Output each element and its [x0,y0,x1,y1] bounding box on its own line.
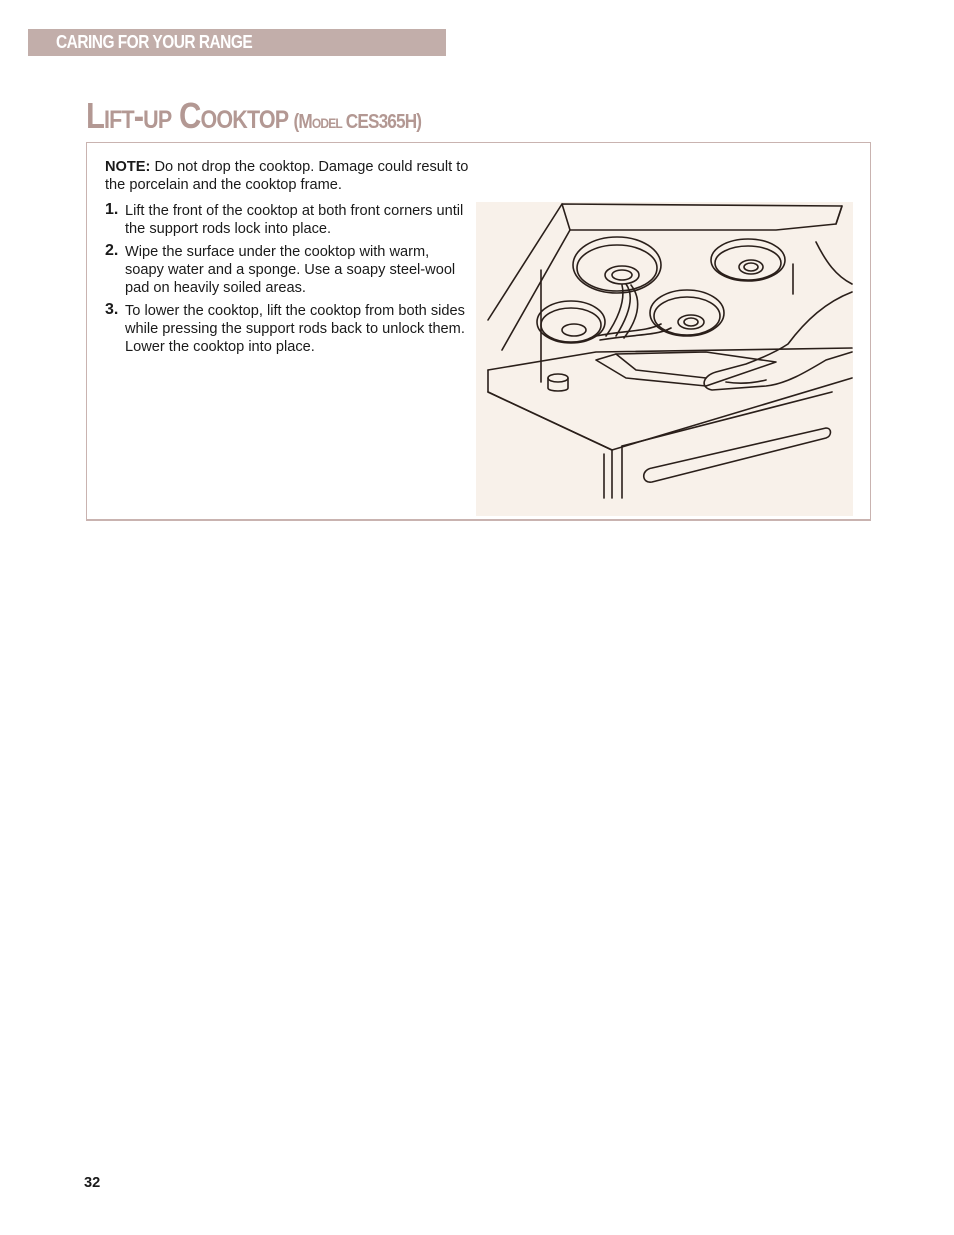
note [105,158,471,194]
content-box [86,142,871,521]
burner-back-right [711,239,785,281]
step-number: 2. [105,242,119,259]
burner-back-left [573,237,661,293]
cooktop-illustration [476,202,853,516]
step-number: 1. [105,201,119,218]
page-title [86,96,421,142]
page-title-model: (Model CES365H) [293,111,422,133]
instructions [105,158,471,361]
step-text: Wipe the surface under the cooktop with warm, soapy water and a sponge. Use a soapy steel-wool pad on heavily soiled areas. [125,244,456,296]
sponge-line [726,380,766,383]
drip-cup-top [548,374,568,382]
section-banner [28,29,446,56]
cooktop-lid-corner-right [836,206,842,224]
cooktop-well-inner [616,354,706,378]
range-top-left-edge [488,392,612,450]
burner-front-right [650,290,724,336]
section-banner-label: CARING FOR YOUR RANGE [56,32,253,52]
drip-cup-body [548,378,568,391]
step-text: To lower the cooktop, lift the cooktop from both sides while pressing the support rods back to unlock them. Lower the cooktop into place. [125,303,465,355]
step-text: Lift the front of the cooktop at both front corners until the support rods lock into place. [125,203,464,237]
note-text: Do not drop the cooktop. Damage could result to the porcelain and the cooktop frame. [105,159,469,193]
step-item [105,302,471,356]
page-number: 32 [84,1175,101,1191]
cooktop-well [596,352,776,386]
hand-with-sponge [704,292,852,390]
oven-handle [644,428,831,482]
page-title-main: Lift-up Cooktop [86,95,289,136]
step-item [105,202,471,238]
step-number: 3. [105,301,119,318]
cooktop-lift-drawing [476,202,853,516]
burner-front-left [537,301,605,343]
range-back-edge [488,348,852,370]
note-label: NOTE: [105,159,151,175]
steps-list [105,202,471,356]
step-item [105,243,471,297]
arm-line [816,242,852,284]
oven-door-top [622,392,832,446]
cooktop-lid-corner [562,204,570,230]
